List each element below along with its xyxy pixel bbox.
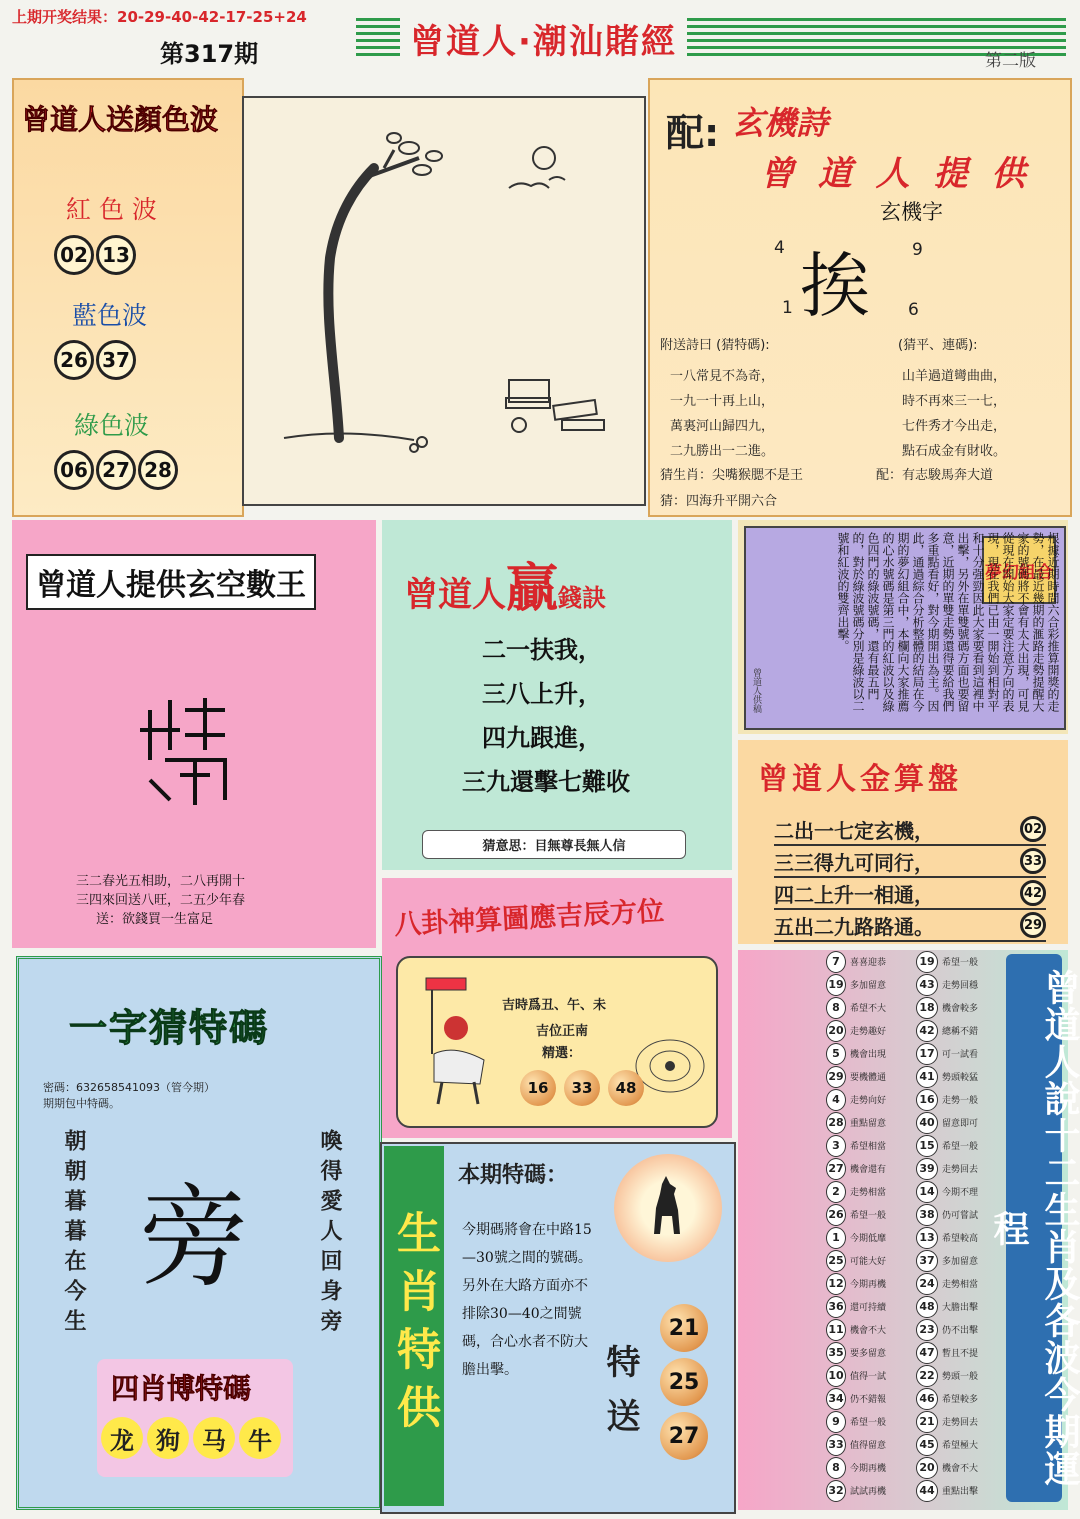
fortune-text: 走勢回去: [942, 1418, 979, 1428]
poem-line: 山羊過道彎曲曲，: [902, 369, 1007, 384]
green-wave-numbers: [54, 450, 178, 490]
fortune-number: 18: [916, 997, 938, 1019]
bagua-title: 八卦神算圖應吉辰方位: [393, 895, 665, 942]
fortune-row: [826, 1410, 886, 1433]
fortune-number: 8: [826, 997, 846, 1019]
fortune-text: 機會還有: [849, 1165, 886, 1175]
fortune-text: 機會不大: [942, 1464, 979, 1474]
poem-line: 三四來回送八旺，二五少年春: [76, 893, 246, 908]
win-money-riddle: 猜意思：目無尊長無人信: [422, 830, 686, 859]
zodiac-special-title: 本期特碼：: [458, 1163, 569, 1188]
xuankong-panel: [12, 520, 376, 948]
corner-number-tl: 4: [774, 238, 785, 258]
poem-line: 一九一十再上山，: [670, 394, 775, 409]
fortune-row: [826, 973, 886, 996]
fortune-text: 今期不理: [942, 1188, 979, 1198]
fortune-row: [826, 1433, 886, 1456]
bagua-inner: [396, 956, 718, 1128]
fortune-text: 重點留意: [849, 1119, 886, 1129]
fortune-number: 17: [916, 1043, 938, 1065]
fortune-row: [916, 1364, 986, 1387]
combo-signature: 曾道人供稿: [751, 668, 761, 713]
fortune-number: 48: [916, 1296, 938, 1318]
fortune-number: 11: [826, 1319, 846, 1341]
fortune-text: 勢頭一般: [942, 1372, 979, 1382]
fortune-row: [916, 1387, 986, 1410]
fortune-number: 20: [826, 1020, 846, 1042]
fortune-number: 24: [916, 1273, 938, 1295]
blue-ball: 37: [96, 340, 136, 380]
fortune-number: 8: [826, 1457, 846, 1479]
special-send-label: 特送: [600, 1344, 640, 1452]
fortune-text: 走勢一般: [942, 1096, 979, 1106]
fortune-number: 46: [916, 1388, 938, 1410]
fortune-row: [916, 1249, 986, 1272]
bagua-numbers: [520, 1070, 644, 1106]
abacus-panel: [738, 740, 1068, 944]
fortune-row: [916, 1203, 986, 1226]
zodiac-guess: 猜生肖：尖嘴猴腮不是王: [660, 468, 804, 483]
fortune-row: [916, 1157, 986, 1180]
fortune-row: [916, 1088, 986, 1111]
page-title: 曾道人·潮汕賭經: [400, 14, 687, 63]
fortune-text: 多加留意: [942, 1257, 979, 1267]
one-char-left-text: 朝朝暮暮在今生: [61, 1129, 87, 1339]
green-ball: 27: [96, 450, 136, 490]
fortune-number: 5: [826, 1043, 846, 1065]
combo-inner: [744, 526, 1066, 730]
zodiac-special-text: 今期碼將會在中路15—30號之間的號碼。另外在大路方面亦不排除30—40之間號碼，合心水者不防大膽出擊。: [462, 1222, 592, 1378]
last-result-numbers: 20-29-40-42-17-25+24: [117, 8, 307, 26]
fortune-text: 希望不大: [849, 1004, 886, 1014]
twelve-title: 曾道人說十二生肖及各波今期運程: [1006, 954, 1062, 1502]
corner-number-bl: 1: [782, 298, 793, 318]
fortune-text: 希望較高: [942, 1234, 979, 1244]
fortune-row: [826, 1134, 886, 1157]
abacus-row-text: 三三得九可同行，: [774, 850, 934, 875]
abacus-row: [774, 846, 1046, 878]
zodiac-animal: 牛: [239, 1417, 281, 1459]
fortune-number: 10: [826, 1365, 846, 1387]
poem-line: 萬裏河山歸四九，: [670, 419, 775, 434]
abacus-number: 02: [1020, 816, 1046, 842]
one-char-panel: [16, 956, 382, 1510]
fortune-text: 走勢回去: [942, 1165, 979, 1175]
fortune-row: [916, 1479, 986, 1502]
zodiac-animal: 马: [193, 1417, 235, 1459]
poem-provider: 曾 道 人 提 供: [760, 154, 1032, 194]
edition-label: 第二版: [985, 51, 1036, 71]
fortune-number: 27: [826, 1158, 846, 1180]
xuankong-title: 曾道人提供玄空數王: [26, 554, 316, 610]
red-ball: 02: [54, 235, 94, 275]
fortune-text: 仍可嘗試: [942, 1211, 979, 1221]
fortune-number: 21: [916, 1411, 938, 1433]
fortune-text: 仍不出擊: [942, 1326, 979, 1336]
fortune-row: [826, 1088, 886, 1111]
one-char-big: 旁: [139, 1173, 249, 1301]
header: [0, 0, 1080, 70]
one-char-code-2: 期期包中特碼。: [43, 1097, 120, 1110]
twelve-right-col: [916, 950, 986, 1502]
fortune-row: [826, 1065, 886, 1088]
fortune-number: 47: [916, 1342, 938, 1364]
last-result-label: 上期开奖结果：: [12, 8, 118, 26]
combo-panel: [738, 520, 1068, 734]
fortune-row: [826, 1318, 886, 1341]
one-char-right-text: 喚得愛人回身旁: [317, 1129, 343, 1339]
fortune-text: 要機體通: [849, 1073, 886, 1083]
fortune-text: 希望相當: [849, 1142, 886, 1152]
abacus-rows: [774, 814, 1046, 942]
fortune-number: 14: [916, 1181, 938, 1203]
fortune-text: 今期低靡: [849, 1234, 886, 1244]
special-numbers: [660, 1304, 708, 1460]
blue-wave-numbers: [54, 340, 136, 380]
final-guess: 猜：四海升平開六合: [660, 494, 778, 509]
fortune-row: [826, 1203, 886, 1226]
fortune-text: 希望一般: [942, 1142, 979, 1152]
fortune-number: 41: [916, 1066, 938, 1088]
fortune-row: [826, 1157, 886, 1180]
left-poem-intro: 附送詩曰 (猜特碼):: [660, 338, 770, 353]
fortune-number: 26: [826, 1204, 846, 1226]
four-zodiac-box: [97, 1359, 293, 1477]
poem-line: 七件秀才今出走，: [902, 419, 1007, 434]
abacus-number: 33: [1020, 848, 1046, 874]
fortune-text: 走勢回穩: [942, 981, 979, 991]
fortune-number: 9: [826, 1411, 846, 1433]
fortune-number: 23: [916, 1319, 938, 1341]
abacus-row: [774, 814, 1046, 846]
fortune-row: [916, 1226, 986, 1249]
bagua-panel: [382, 878, 732, 1138]
fortune-row: [826, 1479, 886, 1502]
general-on-horse-icon: [404, 964, 504, 1114]
fortune-text: 希望一般: [849, 1418, 886, 1428]
fortune-number: 7: [826, 951, 846, 973]
combo-text: 根據近期時間六合彩推算開獎的走勢，在最近幾期的滙路走勢提醒大家的號碼將不會有太大出現，可見從現在開始大家定要注意方向的表現，現在我們已由一開始到相對平和十分强勁因此大家要看到這裡中出擊，另外在單雙號碼方面也要留意，近期的單雙走勢還得要給我們多重點看好，對今期開出為主。因此，通過綜合分析整體的結局在今期的夢幻組合中，本欄向大家推薦的心水號碼是第三門的紅波以及綠色四門的綠波號碼，還有最五門的，對於綠波號碼分別是綠波以二號和紅波的雙齊出擊。: [836, 532, 1060, 712]
zodiac-special-panel: [380, 1142, 736, 1514]
win-title-part: 曾道人: [404, 575, 506, 615]
zodiac-special-side-title: 生肖特供: [384, 1146, 444, 1506]
pei-guess: 配：有志駿馬奔大道: [876, 468, 994, 483]
fortune-row: [826, 1111, 886, 1134]
last-result: [12, 6, 307, 27]
fortune-row: [916, 1295, 986, 1318]
bagua-number: 33: [564, 1070, 600, 1106]
fortune-row: [826, 1042, 886, 1065]
fortune-row: [826, 1456, 886, 1479]
one-char-title: 一字猜特碼: [69, 1006, 270, 1050]
fortune-number: 40: [916, 1112, 938, 1134]
fortune-number: 39: [916, 1158, 938, 1180]
fortune-text: 機會不大: [849, 1326, 886, 1336]
fortune-row: [916, 1433, 986, 1456]
fortune-row: [916, 950, 986, 973]
rhyme-line: 三九還擊七難收: [462, 767, 630, 796]
selected-label: 精選：: [542, 1046, 582, 1061]
fortune-text: 多加留意: [849, 981, 886, 991]
fortune-text: 勢頭較猛: [942, 1073, 979, 1083]
four-zodiac-title: 四肖博特碼: [111, 1372, 252, 1405]
fortune-text: 留意即可: [942, 1119, 979, 1129]
green-ball: 06: [54, 450, 94, 490]
fortune-number: 38: [916, 1204, 938, 1226]
fortune-text: 今期再機: [849, 1464, 886, 1474]
abacus-row-text: 二出一七定玄機，: [774, 818, 934, 843]
fortune-row: [826, 1341, 886, 1364]
twelve-left-col: [826, 950, 886, 1502]
poem-title: 玄機詩: [732, 104, 829, 142]
poem-line: 送：欲錢買一生富足: [96, 912, 214, 927]
fortune-number: 19: [826, 974, 846, 996]
poem-line: 二九勝出一二進。: [670, 444, 775, 459]
tree-drawing: [244, 98, 644, 504]
corner-number-tr: 9: [912, 240, 923, 260]
fortune-number: 3: [826, 1135, 846, 1157]
blue-ball: 26: [54, 340, 94, 380]
fortune-number: 44: [916, 1480, 938, 1502]
zodiac-animal: 狗: [147, 1417, 189, 1459]
abacus-number: 42: [1020, 880, 1046, 906]
fortune-row: [916, 1272, 986, 1295]
fortune-row: [916, 1019, 986, 1042]
poem-line: 一八常見不為奇，: [670, 369, 775, 384]
fortune-row: [916, 996, 986, 1019]
fortune-number: 32: [826, 1480, 846, 1502]
fortune-text: 走勢向好: [849, 1096, 886, 1106]
fortune-number: 15: [916, 1135, 938, 1157]
fortune-text: 希望一般: [942, 958, 979, 968]
fortune-text: 大膽出擊: [942, 1303, 979, 1313]
fortune-row: [826, 1249, 886, 1272]
fortune-number: 36: [826, 1296, 846, 1318]
blue-wave-label: 藍色波: [72, 301, 148, 330]
fortune-row: [826, 1180, 886, 1203]
fortune-text: 重點出擊: [942, 1487, 979, 1497]
fortune-number: 12: [826, 1273, 846, 1295]
color-wave-panel: [12, 78, 244, 517]
fortune-row: [916, 1456, 986, 1479]
four-zodiac-animals: [101, 1417, 281, 1459]
rhyme-line: 三八上升，: [482, 679, 602, 708]
twelve-left-list: [826, 950, 886, 1502]
rhyme-line: 四九跟進，: [482, 723, 602, 752]
poem-line: 三二春光五相助，二八再開十: [76, 874, 246, 889]
fortune-text: 希望極大: [942, 1441, 979, 1451]
auspicious-time: 吉時爲丑、午、未: [502, 998, 607, 1013]
fortune-number: 42: [916, 1020, 938, 1042]
fortune-text: 還可持續: [849, 1303, 886, 1313]
fortune-number: 34: [826, 1388, 846, 1410]
fortune-row: [826, 1226, 886, 1249]
fortune-number: 33: [826, 1434, 846, 1456]
fortune-text: 喜喜迎恭: [849, 958, 886, 968]
fortune-number: 1: [826, 1227, 846, 1249]
flower-badge: [614, 1154, 722, 1262]
fortune-text: 希望較多: [942, 1395, 979, 1405]
fortune-text: 可能大好: [849, 1257, 886, 1267]
fortune-text: 今期再機: [849, 1280, 886, 1290]
poem-line: 點石成金有財收。: [902, 444, 1007, 459]
abacus-row: [774, 910, 1046, 942]
fortune-text: 希望一般: [849, 1211, 886, 1221]
fortune-text: 值得留意: [849, 1441, 886, 1451]
xuankong-poem: [76, 872, 245, 929]
rhyme-line: 二一扶我，: [482, 635, 602, 664]
fortune-row: [826, 1364, 886, 1387]
special-number: 27: [660, 1412, 708, 1460]
xuankong-puzzle-char: [130, 690, 250, 810]
green-wave-label: 綠色波: [74, 411, 150, 440]
fortune-number: 43: [916, 974, 938, 996]
bagua-compass-icon: [634, 1036, 706, 1096]
fortune-text: 走勢相當: [849, 1188, 886, 1198]
green-ball: 28: [138, 450, 178, 490]
win-title-ying: 贏: [506, 559, 559, 619]
tree-illustration: [242, 96, 646, 506]
corner-number-br: 6: [908, 300, 919, 320]
xuanji-char-label: 玄機字: [880, 200, 943, 224]
right-poem-intro: (猜平、連碼):: [898, 338, 978, 353]
fortune-row: [826, 1272, 886, 1295]
twelve-zodiac-panel: [738, 950, 1080, 1510]
fortune-row: [916, 1341, 986, 1364]
fortune-number: 28: [826, 1112, 846, 1134]
issue-number: 第317期: [160, 40, 259, 68]
bagua-number: 48: [608, 1070, 644, 1106]
fortune-text: 機會出現: [849, 1050, 886, 1060]
fortune-row: [826, 996, 886, 1019]
dog-icon: [644, 1174, 692, 1240]
fortune-number: 16: [916, 1089, 938, 1111]
fortune-text: 要多留意: [849, 1349, 886, 1359]
fortune-text: 暫且不提: [942, 1349, 979, 1359]
fortune-row: [916, 1410, 986, 1433]
fortune-row: [916, 1042, 986, 1065]
win-money-panel: [382, 520, 732, 870]
fortune-text: 走勢相當: [942, 1280, 979, 1290]
fortune-row: [916, 1318, 986, 1341]
fortune-row: [826, 950, 886, 973]
fortune-number: 20: [916, 1457, 938, 1479]
fortune-number: 25: [826, 1250, 846, 1272]
fortune-row: [826, 1295, 886, 1318]
fortune-text: 試試再機: [849, 1487, 886, 1497]
fortune-row: [916, 1180, 986, 1203]
red-wave-label: 紅 色 波: [66, 195, 157, 224]
fortune-text: 值得一試: [849, 1372, 886, 1382]
fortune-number: 35: [826, 1342, 846, 1364]
fortune-text: 可一試看: [942, 1050, 979, 1060]
special-number: 21: [660, 1304, 708, 1352]
fortune-row: [826, 1019, 886, 1042]
red-wave-numbers: [54, 235, 136, 275]
fortune-number: 13: [916, 1227, 938, 1249]
poem-line: 時不再來三一七，: [902, 394, 1007, 409]
pei-label: 配:: [666, 111, 720, 155]
twelve-right-list: [916, 950, 986, 1502]
fortune-number: 45: [916, 1434, 938, 1456]
fortune-row: [916, 1134, 986, 1157]
fortune-number: 29: [826, 1066, 846, 1088]
fortune-number: 19: [916, 951, 938, 973]
color-wave-title: 曾道人送顏色波: [22, 103, 219, 136]
zodiac-animal: 龙: [101, 1417, 143, 1459]
abacus-row: [774, 878, 1046, 910]
win-money-title: [404, 546, 606, 621]
fortune-text: 機會較多: [942, 1004, 979, 1014]
fortune-row: [826, 1387, 886, 1410]
fortune-number: 22: [916, 1365, 938, 1387]
abacus-title: 曾道人金算盤: [758, 762, 962, 797]
fortune-number: 4: [826, 1089, 846, 1111]
fortune-number: 2: [826, 1181, 846, 1203]
win-money-lines: [462, 628, 630, 804]
win-title-part: 錢訣: [558, 584, 607, 612]
fortune-text: 走勢趣好: [849, 1027, 886, 1037]
xuanji-big-char: 挨: [800, 245, 870, 327]
right-poem: [902, 364, 1006, 464]
abacus-row-text: 五出二九路路通。: [774, 914, 934, 939]
fortune-row: [916, 1065, 986, 1088]
fortune-row: [916, 1111, 986, 1134]
left-poem: [670, 364, 774, 464]
abacus-number: 29: [1020, 912, 1046, 938]
abacus-row-text: 四二上升一相通，: [774, 882, 934, 907]
auspicious-direction: 吉位正南: [536, 1024, 589, 1039]
combo-title: 夢幻組合: [982, 536, 1056, 604]
special-number: 25: [660, 1358, 708, 1406]
poem-panel: [648, 78, 1072, 517]
bagua-number: 16: [520, 1070, 556, 1106]
fortune-number: 37: [916, 1250, 938, 1272]
fortune-row: [916, 973, 986, 996]
red-ball: 13: [96, 235, 136, 275]
fortune-text: 仍不錯報: [849, 1395, 886, 1405]
fortune-text: 總稱不錯: [942, 1027, 979, 1037]
one-char-code: 密碼：632658541093（管今期）: [43, 1081, 215, 1094]
